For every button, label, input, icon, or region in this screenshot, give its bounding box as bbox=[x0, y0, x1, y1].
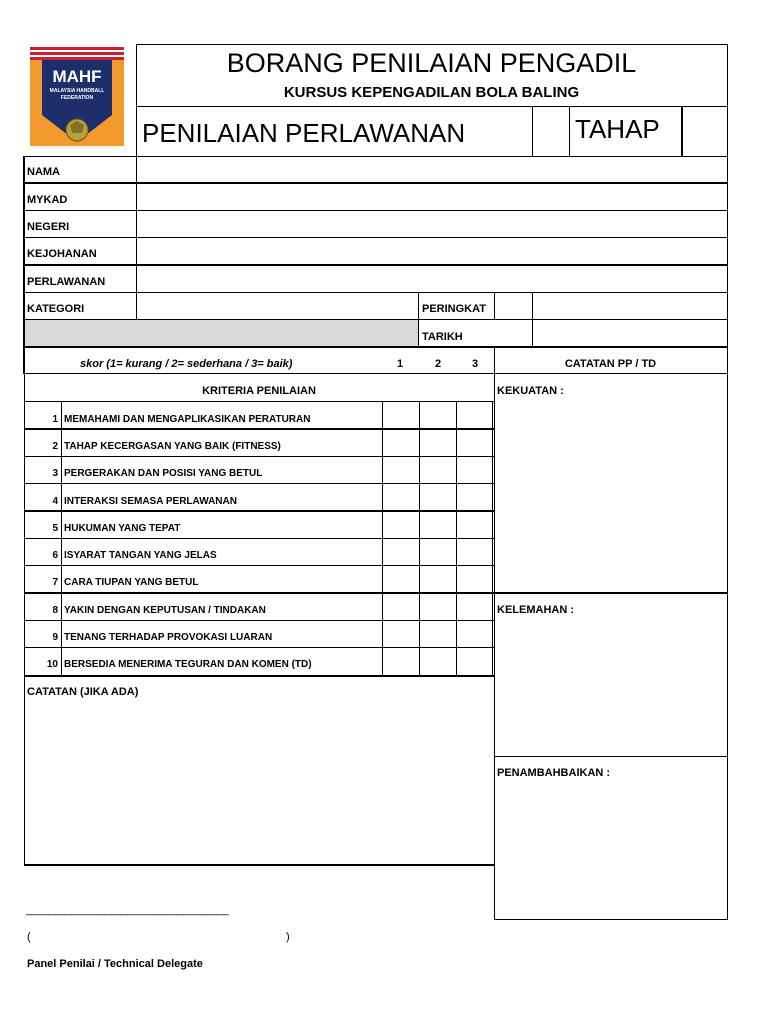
criteria-text: ISYARAT TANGAN YANG JELAS bbox=[64, 550, 217, 561]
criteria-row-line-3 bbox=[24, 483, 494, 484]
label-penambahbaikan: PENAMBAHBAIKAN : bbox=[497, 767, 611, 779]
criteria-number: 8 bbox=[52, 605, 58, 616]
notes-bottom-line bbox=[494, 919, 727, 920]
header-mid-line bbox=[136, 106, 727, 107]
criteria-header: KRITERIA PENILAIAN bbox=[202, 385, 316, 397]
criteria-row-line-2 bbox=[24, 456, 494, 457]
label-kekuatan: KEKUATAN : bbox=[497, 385, 564, 397]
info-label-divider bbox=[136, 156, 137, 320]
criteria-row-line-10 bbox=[24, 675, 494, 677]
info-line-1 bbox=[24, 182, 727, 184]
mahf-logo bbox=[30, 47, 124, 146]
score-top-line bbox=[24, 346, 727, 348]
logo-subtitle-1: MALAYSIA HANDBALL bbox=[49, 88, 105, 94]
criteria-row-line-4 bbox=[24, 510, 494, 512]
criteria-row-line-9 bbox=[24, 647, 494, 648]
shaded-cell bbox=[25, 320, 418, 346]
peringkat-divider-3 bbox=[532, 292, 533, 346]
form-subtitle: KURSUS KEPENGADILAN BOLA BALING bbox=[283, 84, 580, 101]
score-legend: skor (1= kurang / 2= sederhana / 3= baik) bbox=[80, 358, 293, 370]
criteria-text: BERSEDIA MENERIMA TEGURAN DAN KOMEN (TD) bbox=[64, 659, 312, 670]
info-line-2 bbox=[24, 210, 727, 211]
criteria-number: 7 bbox=[52, 577, 58, 588]
criteria-row-line-5 bbox=[24, 538, 494, 539]
score-1-header: 1 bbox=[397, 358, 404, 370]
score-3-header: 3 bbox=[472, 358, 479, 370]
info-line-5 bbox=[24, 292, 727, 293]
score-header-line bbox=[24, 373, 727, 374]
label-nama: NAMA bbox=[27, 166, 60, 178]
info-line-4 bbox=[24, 264, 727, 266]
label-catatan: CATATAN (JIKA ADA) bbox=[27, 686, 139, 698]
level-divider-2 bbox=[569, 106, 570, 156]
criteria-number: 3 bbox=[52, 468, 58, 479]
criteria-text: PERGERAKAN DAN POSISI YANG BETUL bbox=[64, 468, 263, 479]
notes-header: CATATAN PP / TD bbox=[564, 358, 657, 370]
logo-name: MAHF bbox=[52, 67, 102, 86]
score-2-header: 2 bbox=[435, 358, 442, 370]
criteria-number: 9 bbox=[52, 632, 58, 643]
criteria-text: INTERAKSI SEMASA PERLAWANAN bbox=[64, 496, 237, 507]
label-kategori: KATEGORI bbox=[27, 303, 85, 315]
criteria-number: 10 bbox=[46, 659, 58, 670]
signature-line: ____________________________________ bbox=[26, 904, 229, 916]
peringkat-divider-1 bbox=[418, 292, 419, 346]
notes-divider-2 bbox=[494, 756, 727, 757]
level-label: TAHAP bbox=[575, 114, 660, 144]
label-perlawanan: PERLAWANAN bbox=[27, 276, 106, 288]
criteria-text: YAKIN DENGAN KEPUTUSAN / TINDAKAN bbox=[64, 605, 266, 616]
criteria-text: TAHAP KECERGASAN YANG BAIK (FITNESS) bbox=[64, 441, 281, 452]
label-tarikh: TARIKH bbox=[422, 331, 463, 343]
criteria-header-line bbox=[24, 401, 494, 402]
label-kelemahan: KELEMAHAN : bbox=[497, 604, 574, 616]
level-divider-1 bbox=[532, 106, 533, 156]
level-divider-3 bbox=[681, 106, 683, 156]
form-title: BORANG PENILAIAN PENGADIL bbox=[226, 48, 637, 78]
criteria-number: 5 bbox=[52, 523, 58, 534]
criteria-text: HUKUMAN YANG TEPAT bbox=[64, 523, 181, 534]
header-top-border bbox=[136, 44, 727, 45]
label-kejohanan: KEJOHANAN bbox=[27, 248, 97, 260]
notes-left-border bbox=[494, 346, 495, 920]
criteria-number: 1 bbox=[52, 414, 58, 425]
info-line-3 bbox=[24, 237, 727, 238]
signature-role: Panel Penilai / Technical Delegate bbox=[27, 958, 203, 970]
logo-subtitle-2: FEDERATION bbox=[60, 95, 94, 101]
criteria-row-line-7 bbox=[24, 592, 727, 594]
peringkat-divider-2 bbox=[494, 292, 495, 319]
info-top-line bbox=[24, 156, 727, 157]
criteria-text: TENANG TERHADAP PROVOKASI LUARAN bbox=[64, 632, 273, 643]
header-right-border bbox=[727, 44, 728, 920]
label-mykad: MYKAD bbox=[27, 194, 68, 206]
section-title: PENILAIAN PERLAWANAN bbox=[142, 118, 466, 148]
signature-close-paren: ) bbox=[286, 931, 290, 943]
label-negeri: NEGERI bbox=[27, 221, 70, 233]
criteria-row-line-6 bbox=[24, 565, 494, 566]
header-left-border bbox=[136, 44, 137, 156]
criteria-row-line-1 bbox=[24, 428, 494, 430]
criteria-number: 4 bbox=[52, 496, 58, 507]
catatan-bottom-line bbox=[24, 864, 494, 866]
label-peringkat: PERINGKAT bbox=[422, 303, 486, 315]
criteria-number: 2 bbox=[52, 441, 58, 452]
signature-open-paren: ( bbox=[27, 931, 31, 943]
criteria-left-border bbox=[24, 373, 25, 865]
criteria-row-line-8 bbox=[24, 620, 494, 621]
criteria-text: CARA TIUPAN YANG BETUL bbox=[64, 577, 199, 588]
criteria-text: MEMAHAMI DAN MENGAPLIKASIKAN PERATURAN bbox=[64, 414, 311, 425]
criteria-number: 6 bbox=[52, 550, 58, 561]
